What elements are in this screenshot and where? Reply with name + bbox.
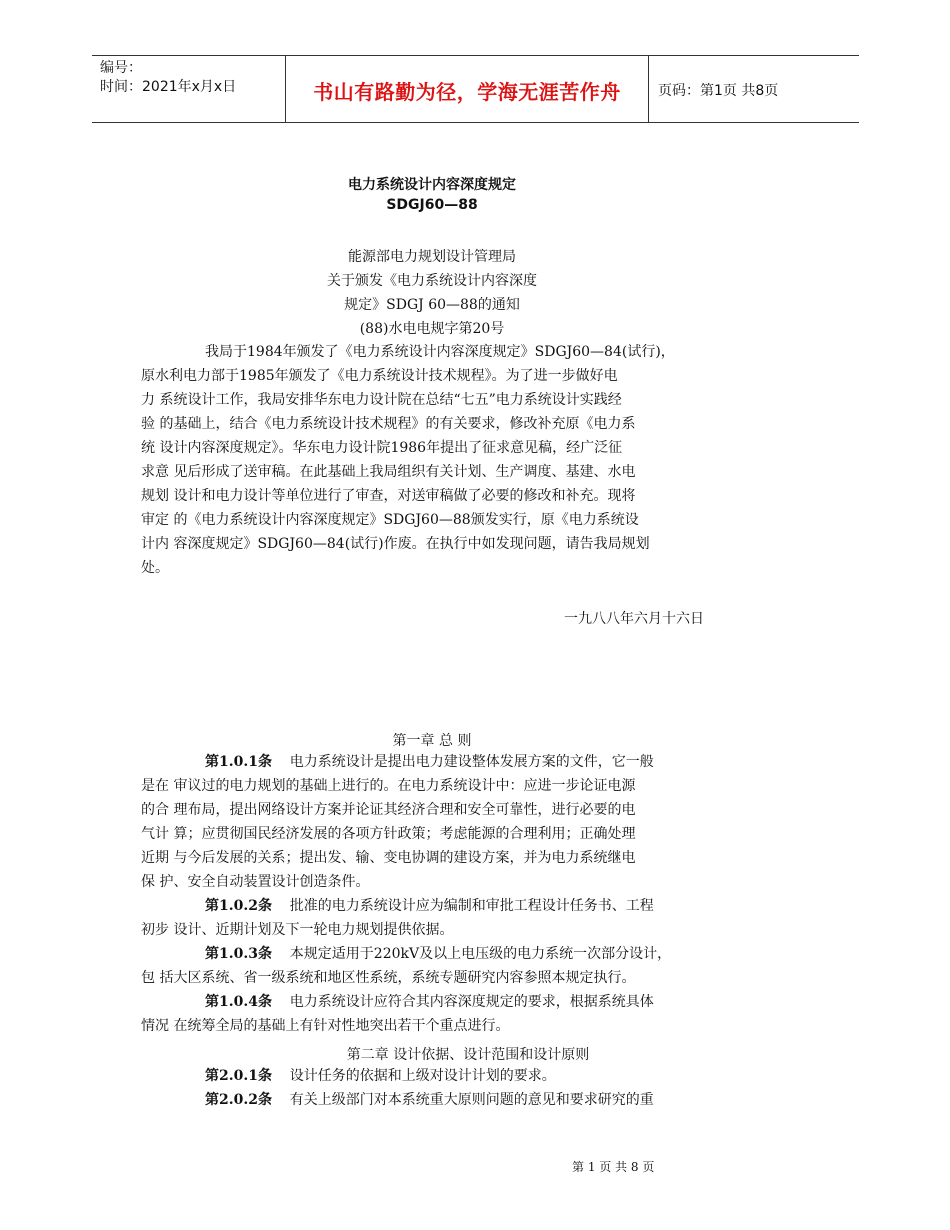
clause-number: 第1.0.4条 bbox=[205, 994, 272, 1010]
header-page-info: 页码：第1页 共8页 bbox=[658, 83, 779, 99]
clause-text: 电力系统设计应符合其内容深度规定的要求，根据系统具体 bbox=[289, 994, 654, 1010]
time-label: 时间：2021年x月x日 bbox=[100, 79, 237, 95]
text-line: 规划 设计和电力设计等单位进行了审查，对送审稿做了必要的修改和补充。现将 bbox=[141, 488, 636, 504]
text-line: 审定 的《电力系统设计内容深度规定》SDGJ60—88颁发实行，原《电力系统设 bbox=[141, 512, 639, 528]
text-line: 求意 见后形成了送审稿。在此基础上我局组织有关计划、生产调度、基建、水电 bbox=[141, 464, 636, 480]
page-footer: 第 1 页 共 8 页 bbox=[572, 1160, 655, 1174]
clause-line bbox=[141, 894, 729, 918]
clause-number: 第2.0.1条 bbox=[205, 1068, 272, 1084]
clause-text: 本规定适用于220kV及以上电压级的电力系统一次部分设计， bbox=[289, 946, 672, 962]
clause-text: 有关上级部门对本系统重大原则问题的意见和要求研究的重 bbox=[289, 1092, 654, 1108]
text-line: 情况 在统筹全局的基础上有针对性地突出若干个重点进行。 bbox=[141, 1018, 510, 1034]
clause-text: 批准的电力系统设计应为编制和审批工程设计任务书、工程 bbox=[289, 898, 654, 914]
notice-line: 规定》SDGJ 60—88的通知 bbox=[344, 297, 520, 313]
text-line: 的合 理布局，提出网络设计方案并论证其经济合理和安全可靠性，进行必要的电 bbox=[141, 802, 636, 818]
text-line: 我局于1984年颁发了《电力系统设计内容深度规定》SDGJ60—84(试行)， bbox=[205, 344, 675, 360]
clause-number: 第2.0.2条 bbox=[205, 1092, 272, 1108]
divider bbox=[648, 56, 649, 122]
clause-number: 第1.0.3条 bbox=[205, 946, 272, 962]
text-line: 计内 容深度规定》SDGJ60—84(试行)作废。在执行中如发现问题，请告我局规划 bbox=[141, 536, 650, 552]
document-title: 电力系统设计内容深度规定 bbox=[348, 177, 516, 193]
clause-line bbox=[141, 750, 729, 774]
chapter1-body bbox=[141, 750, 729, 1038]
text-line: 原水利电力部于1985年颁发了《电力系统设计技术规程》。为了进一步做好电 bbox=[141, 368, 618, 384]
clause-line bbox=[141, 1064, 729, 1088]
chapter-heading: 第一章 总 则 bbox=[392, 733, 472, 749]
header-motto: 书山有路勤为径，学海无涯苦作舟 bbox=[313, 80, 621, 104]
notice-line: 关于颁发《电力系统设计内容深度 bbox=[327, 273, 537, 289]
document-code: SDGJ60—88 bbox=[386, 197, 478, 213]
chapter-heading: 第二章 设计依据、设计范围和设计原则 bbox=[346, 1047, 590, 1063]
clause-text: 电力系统设计是提出电力建设整体发展方案的文件，它一般 bbox=[289, 754, 654, 770]
text-line: 力 系统设计工作，我局安排华东电力设计院在总结“七五”电力系统设计实践经 bbox=[141, 392, 622, 408]
text-line: 近期 与今后发展的关系；提出发、输、变电协调的建设方案，并为电力系统继电 bbox=[141, 850, 636, 866]
notice-date: 一九八八年六月十六日 bbox=[564, 611, 704, 627]
text-line: 初步 设计、近期计划及下一轮电力规划提供依据。 bbox=[141, 922, 454, 938]
text-line: 是在 审议过的电力规划的基础上进行的。在电力系统设计中：应进一步论证电源 bbox=[141, 778, 636, 794]
text-line: 气计 算；应贯彻国民经济发展的各项方针政策；考虑能源的合理利用；正确处理 bbox=[141, 826, 636, 842]
text-line: 验 的基础上，结合《电力系统设计技术规程》的有关要求，修改补充原《电力系 bbox=[141, 416, 636, 432]
number-label: 编号： bbox=[100, 60, 142, 76]
intro-paragraph bbox=[141, 340, 729, 580]
notice-line: 能源部电力规划设计管理局 bbox=[348, 249, 516, 265]
text-line: 保 护、安全自动装置设计创造条件。 bbox=[141, 874, 370, 890]
clause-line bbox=[141, 990, 729, 1014]
notice-line: (88)水电电规字第20号 bbox=[359, 321, 505, 337]
page-header bbox=[92, 55, 859, 123]
clause-number: 第1.0.1条 bbox=[205, 754, 272, 770]
clause-number: 第1.0.2条 bbox=[205, 898, 272, 914]
chapter2-body bbox=[141, 1064, 729, 1112]
clause-line bbox=[141, 1088, 729, 1112]
text-line: 处。 bbox=[141, 560, 169, 576]
header-meta bbox=[100, 59, 236, 97]
clause-text: 设计任务的依据和上级对设计计划的要求。 bbox=[289, 1068, 556, 1084]
text-line: 统 设计内容深度规定》。华东电力设计院1986年提出了征求意见稿，经广泛征 bbox=[141, 440, 623, 456]
clause-line bbox=[141, 942, 729, 966]
text-line: 包 括大区系统、省一级系统和地区性系统，系统专题研究内容参照本规定执行。 bbox=[141, 970, 636, 986]
